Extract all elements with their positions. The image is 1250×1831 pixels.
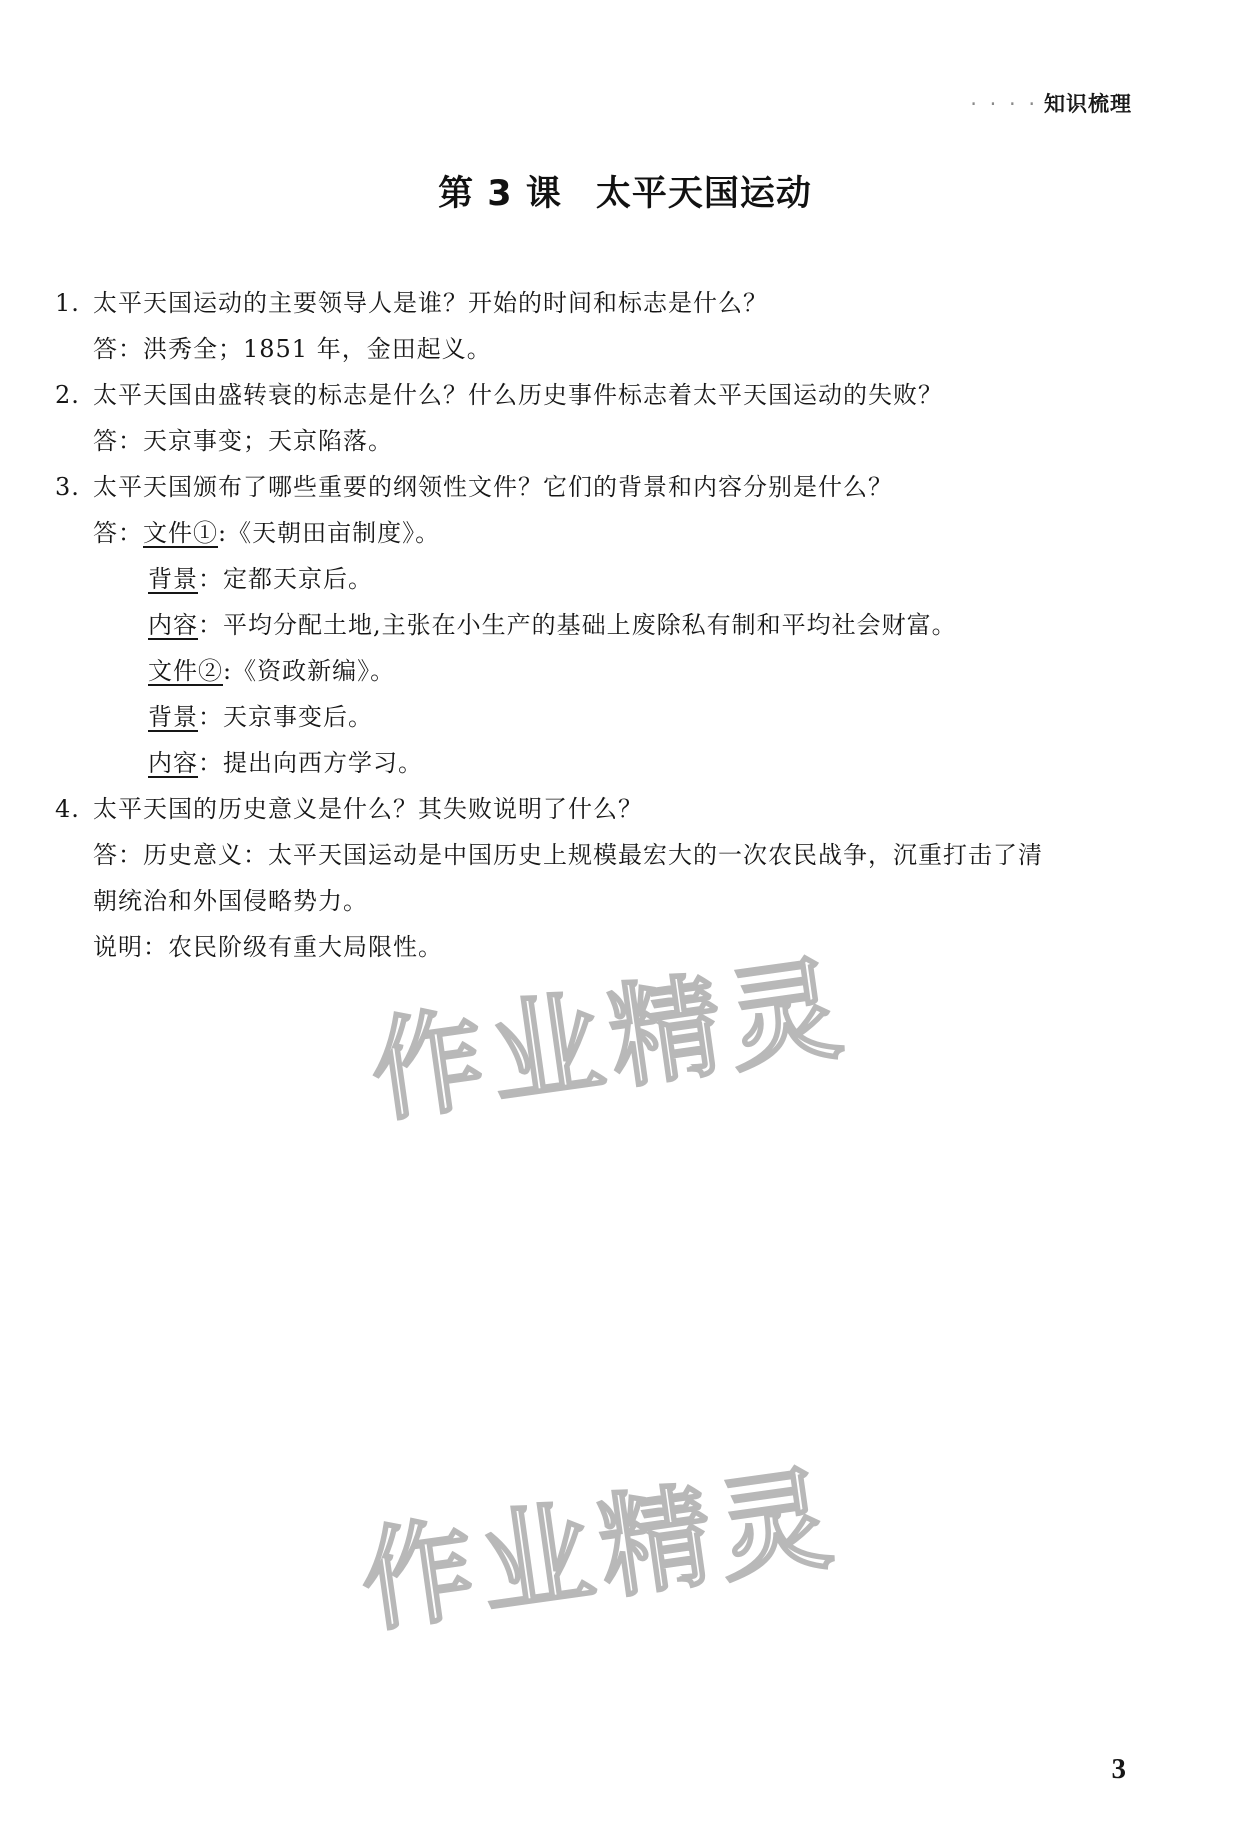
document-1-content [55,602,1145,648]
content-label: 内容 [148,611,198,639]
watermark: 作业精灵 [363,942,857,1139]
answer-4-line-1: 答：历史意义：太平天国运动是中国历史上规模最宏大的一次农民战争，沉重打击了清 [93,841,1043,869]
question-number: 1. [55,289,80,317]
background-label: 背景 [148,703,198,731]
question-number: 2. [55,381,80,409]
page-number: 3 [1111,1753,1126,1785]
question-2 [55,372,1145,418]
document-2-background [55,694,1145,740]
question-1 [55,280,1145,326]
background-value: ：天京事变后。 [198,703,373,731]
content-value: ：提出向西方学习。 [198,749,423,777]
header-tag-label: 知识梳理 [1044,92,1132,116]
document-2-content [55,740,1145,786]
document-1-value: :《天朝田亩制度》。 [218,519,441,547]
section-header [970,88,1132,118]
content-label: 内容 [148,749,198,777]
lesson-topic: 太平天国运动 [595,174,812,214]
lesson-number: 第 3 课 [438,174,562,214]
lesson-title [0,166,1250,216]
document-2 [55,648,1145,694]
question-list [55,280,1145,970]
question-text: 太平天国由盛转衰的标志是什么？什么历史事件标志着太平天国运动的失败？ [93,381,943,409]
question-number: 4. [55,795,80,823]
answer-2: 答：天京事变；天京陷落。 [93,427,393,455]
header-dots: · · · · [970,92,1038,116]
document-2-value: :《资政新编》。 [223,657,396,685]
answer-3-document-1 [55,510,1145,556]
document-2-label: 文件② [148,657,223,685]
content-value: ：平均分配土地,主张在小生产的基础上废除私有制和平均社会财富。 [198,611,957,639]
question-3 [55,464,1145,510]
answer-1: 答：洪秀全；1851 年，金田起义。 [93,335,492,363]
document-1-label: 文件① [143,519,218,547]
answer-prefix: 答： [93,519,143,547]
answer-4-explanation: 说明：农民阶级有重大局限性。 [93,933,443,961]
document-1-background [55,556,1145,602]
watermark: 作业精灵 [353,1452,847,1649]
question-text: 太平天国运动的主要领导人是谁？开始的时间和标志是什么？ [93,289,768,317]
answer-4-line-2: 朝统治和外国侵略势力。 [93,887,368,915]
question-4 [55,786,1145,832]
question-text: 太平天国的历史意义是什么？其失败说明了什么？ [93,795,643,823]
question-text: 太平天国颁布了哪些重要的纲领性文件？它们的背景和内容分别是什么？ [93,473,893,501]
background-label: 背景 [148,565,198,593]
background-value: ：定都天京后。 [198,565,373,593]
question-number: 3. [55,473,80,501]
